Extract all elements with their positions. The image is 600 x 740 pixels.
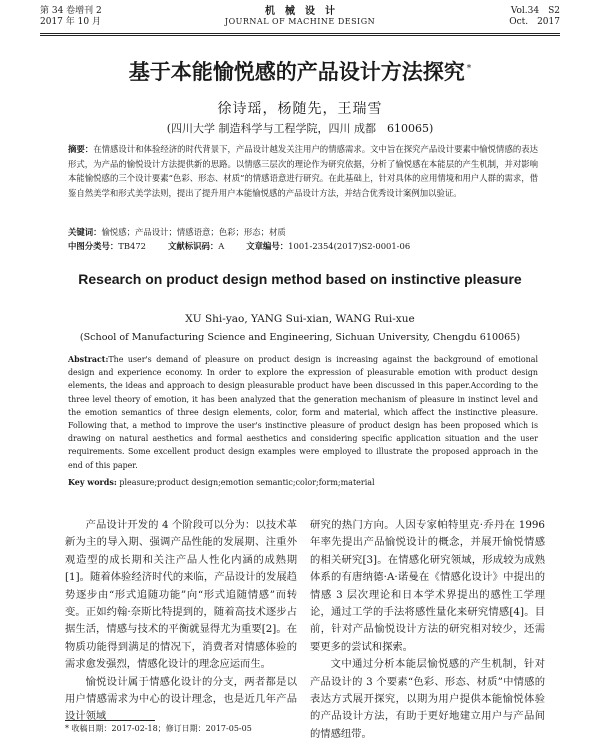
footnote: * 收稿日期：2017-02-18；修订日期：2017-05-05 [65, 724, 252, 733]
header-volume-en: Vol.34 S2 [510, 6, 560, 16]
title-cn [40, 56, 560, 86]
keywords-en-text: pleasure;product design;emotion semantic;color;form;material [119, 478, 375, 487]
body-column-left [65, 517, 297, 726]
footnote-rule [65, 720, 155, 721]
journal-name-cn: 机 械 设 计 [265, 6, 335, 17]
header-rule-top [40, 33, 560, 34]
body-column-right [310, 517, 545, 740]
doc-code-label: 文献标识码： [167, 241, 219, 251]
abstract-cn [68, 142, 538, 200]
abstract-en-label: Abstract: [68, 355, 109, 364]
abstract-en-text: The user's demand of pleasure on product design is increasing against the background of emotional design and experience economy. In order to explore the expression of pleasurable emotion with product design elements, the ideas and approach to design pleasurable product have been discussed in this paper.According to the three level theory of emotion, it has been analyzed that the generation mechanism of pleasure in instinct level and the emotion semantics of three design elements, color, form and material, which affect the instinctive pleasure. Following that, a method to improve the user's instinctive pleasure of product design has been proposed which is drawing on natural aesthetics and formal aesthetics and considering specific application situation and the user requirements. Some excellent product design examples were employed to illustrate the proposed approach in the end of this paper. [68, 355, 538, 470]
keywords-cn-label: 关键词： [68, 227, 102, 237]
abstract-cn-text: 在情感设计和体验经济的时代背景下，产品设计越发关注用户的情感需求。文中旨在探究产品设计要素中愉悦情感的表达形式，为产品的愉悦设计方法提供新的思路。以情感三层次的理论作为研究依据，分析了愉悦感在本能层的产生机制，并对影响本能愉悦感的三个设计要素“色彩、形态、材质”的情感语意进行研究。在此基础上，针对具体的应用情境和用户人群的需求，借鉴自然美学和形式美学法则，提出了提升用户本能愉悦感的产品设计方法，并结合优秀设计案例加以验证。 [68, 144, 539, 198]
running-header [40, 6, 560, 32]
header-right [509, 6, 560, 28]
title-cn-text: 基于本能愉悦感的产品设计方法探究 [128, 59, 465, 84]
body-paragraph: 研究的热门方向。人因专家帕特里克·乔丹在 1996 年率先提出产品愉悦设计的概念，并展开愉悦情感的相关研究[3]。在情感化研究领域，形成较为成熟体系的有唐纳德·A·诺曼在《情感化设计》中提出的情感 3 层次理论和日本学术界提出的感性工学理论，通过工学的手法将感性量化来研究情感[4]。目前，针对产品愉悦设计方法的研究相对较少，还需要更多的尝试和探索。 [310, 519, 545, 653]
doc-code-value: A [218, 241, 225, 251]
abstract-en [68, 353, 538, 472]
article-number-label: 文章编号： [246, 241, 289, 251]
title-en: Research on product design method based on instinctive pleasure [78, 271, 522, 287]
abstract-cn-label: 摘要： [68, 144, 94, 154]
keywords-cn [68, 226, 538, 238]
clc-label: 中图分类号： [68, 241, 119, 251]
header-date-en: Oct. 2017 [509, 17, 560, 27]
article-number-value: 1001-2354(2017)S2-0001-06 [288, 241, 411, 251]
keywords-en-label: Key words: [68, 477, 117, 487]
title-footnote-mark: * [466, 64, 472, 74]
affiliation-cn: (四川大学 制造科学与工程学院，四川 成都 610065) [166, 122, 434, 135]
body-paragraph: 愉悦设计属于情感化设计的分支，两者都是以用户情感需求为中心的设计理念，也是近几年产品设计领域 [65, 675, 297, 723]
body-paragraph: 文中通过分析本能层愉悦感的产生机制，针对产品设计的 3 个要素“色彩、形态、材质”中情感的表达方式展开探究，以期为用户提供本能愉悦体验的产品设计方法，有助于更好地建立用户与产品间的情感纽带。 [310, 658, 545, 740]
journal-name-en: JOURNAL OF MACHINE DESIGN [224, 17, 376, 26]
clc-value: TB472 [118, 241, 146, 251]
authors-cn: 徐诗瑶，杨随先，王瑞雪 [217, 101, 383, 117]
header-volume-cn: 第 34 卷增刊 2 [40, 6, 102, 16]
keywords-cn-text: 愉悦感；产品设计；情感语意；色彩；形态；材质 [101, 227, 286, 237]
header-rule-bottom [40, 35, 560, 36]
header-date-cn: 2017 年 10 月 [40, 17, 101, 27]
authors-en: XU Shi-yao, YANG Sui-xian, WANG Rui-xue [185, 313, 415, 325]
body-paragraph: 产品设计开发的 4 个阶段可以分为：以技术革新为主的导入期、强调产品性能的发展期、注重外观造型的成长期和关注产品人性化内涵的成熟期[1]。随着体验经济时代的来临，产品设计的发展趋势逐步由“形式追随功能”向“形式追随情感”而转变。正如约翰·奈斯比特提到的，随着高技术逐步占据生活，情感与技术的平衡就显得尤为重要[2]。在物质功能得到满足的情况下，消费者对情感体验的需求愈发强烈，情感化设计的理念应运而生。 [65, 519, 297, 671]
keywords-en [68, 476, 538, 489]
classification-cn [68, 240, 538, 252]
affiliation-en: (School of Manufacturing Science and Engineering, Sichuan University, Chengdu 610065) [79, 332, 521, 343]
